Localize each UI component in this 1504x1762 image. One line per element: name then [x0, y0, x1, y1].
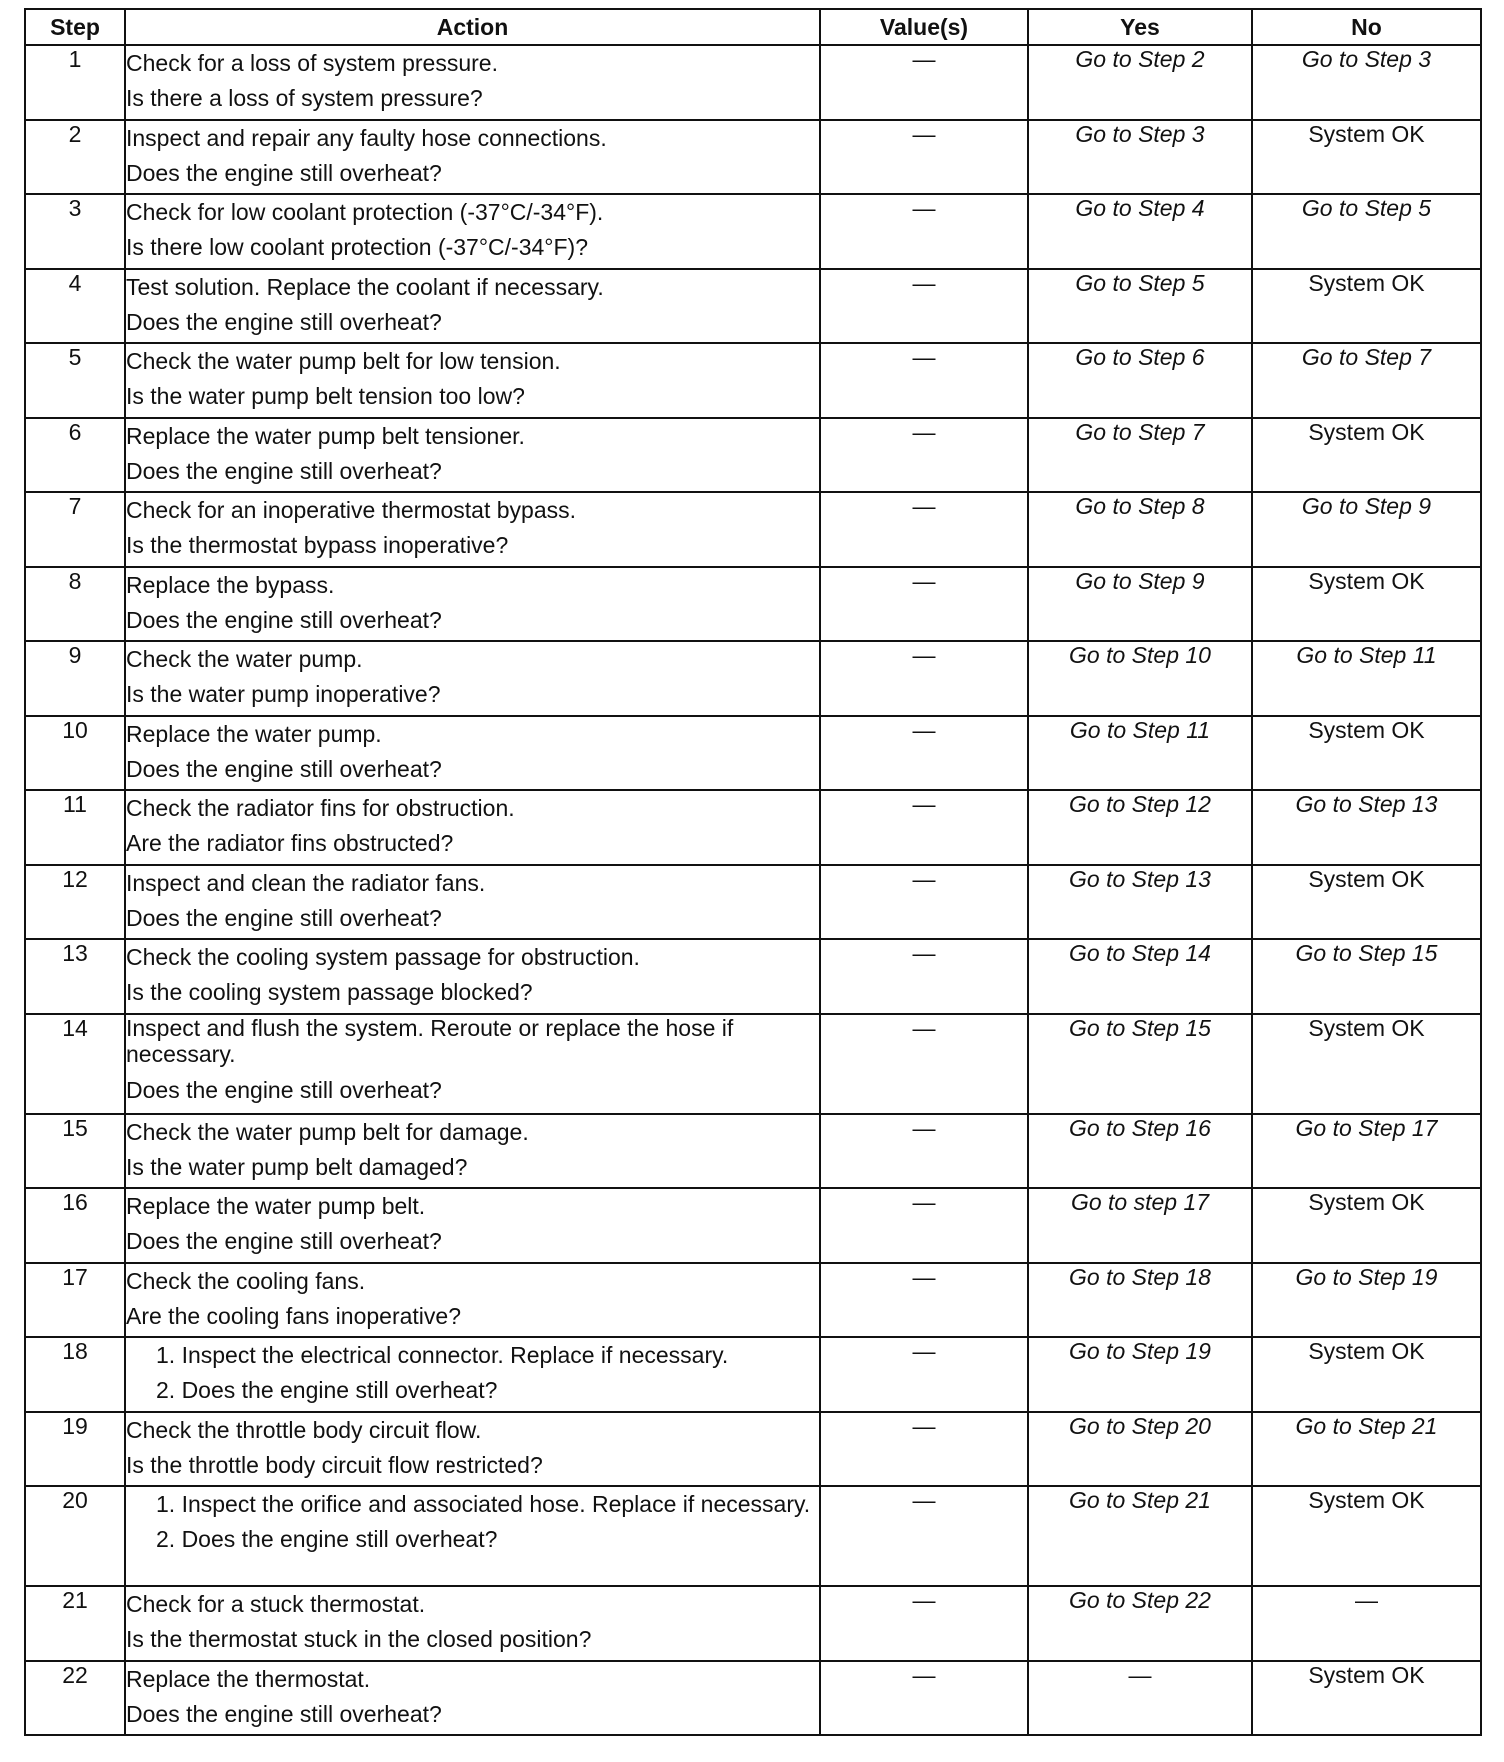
action-instruction: Replace the bypass. [126, 571, 335, 598]
table-row [25, 1412, 1481, 1487]
step-number: 13 [25, 939, 125, 1014]
yes-result: Go to Step 21 [1028, 1486, 1252, 1586]
table-row [25, 939, 1481, 1014]
action-question: Is the water pump belt damaged? [126, 1153, 468, 1180]
no-result: Go to Step 7 [1252, 343, 1481, 418]
step-number: 6 [25, 418, 125, 493]
yes-result: Go to Step 20 [1028, 1412, 1252, 1487]
table-row [25, 45, 1481, 120]
value-cell: — [820, 1188, 1028, 1263]
step-number: 8 [25, 567, 125, 642]
action-text [125, 45, 820, 120]
value-cell: — [820, 1263, 1028, 1338]
value-cell: — [820, 120, 1028, 195]
action-text [125, 716, 820, 791]
action-text [125, 641, 820, 716]
no-result: System OK [1252, 1337, 1481, 1412]
table-row [25, 641, 1481, 716]
table-row [25, 269, 1481, 344]
action-question: Are the cooling fans inoperative? [126, 1302, 461, 1329]
step-number: 20 [25, 1486, 125, 1586]
action-text [125, 1337, 820, 1412]
step-number: 11 [25, 790, 125, 865]
action-instruction: 1. Inspect the orifice and associated hose. Replace if necessary. [156, 1491, 811, 1517]
table-row [25, 1337, 1481, 1412]
value-cell: — [820, 1661, 1028, 1736]
action-instruction: Inspect and repair any faulty hose connections. [126, 124, 607, 151]
no-result: Go to Step 17 [1252, 1114, 1481, 1189]
step-number: 18 [25, 1337, 125, 1412]
action-question: Are the radiator fins obstructed? [126, 830, 454, 856]
action-question: Does the engine still overheat? [126, 457, 442, 484]
action-text [125, 120, 820, 195]
action-question: Does the engine still overheat? [126, 159, 442, 186]
value-cell: — [820, 1586, 1028, 1661]
step-number: 9 [25, 641, 125, 716]
table-row [25, 865, 1481, 940]
yes-result: Go to Step 6 [1028, 343, 1252, 418]
action-text [125, 1661, 820, 1736]
action-text [125, 1412, 820, 1487]
action-instruction: Check the throttle body circuit flow. [126, 1416, 482, 1443]
step-number: 1 [25, 45, 125, 120]
table-row [25, 790, 1481, 865]
action-question: Is the water pump belt tension too low? [126, 383, 525, 409]
yes-result: Go to Step 9 [1028, 567, 1252, 642]
action-instruction: Check the water pump belt for damage. [126, 1118, 529, 1145]
step-number: 21 [25, 1586, 125, 1661]
action-text [125, 939, 820, 1014]
no-result: System OK [1252, 1188, 1481, 1263]
step-number: 14 [25, 1014, 125, 1114]
action-question: Is there a loss of system pressure? [126, 85, 483, 111]
step-number: 17 [25, 1263, 125, 1338]
no-result: System OK [1252, 567, 1481, 642]
action-question: Does the engine still overheat? [126, 606, 442, 633]
step-number: 4 [25, 269, 125, 344]
action-text [125, 492, 820, 567]
no-result: Go to Step 9 [1252, 492, 1481, 567]
no-result: Go to Step 3 [1252, 45, 1481, 120]
yes-result: Go to Step 8 [1028, 492, 1252, 567]
yes-result: Go to Step 5 [1028, 269, 1252, 344]
table-row [25, 120, 1481, 195]
table-row [25, 1188, 1481, 1263]
yes-result: — [1028, 1661, 1252, 1736]
table-row [25, 194, 1481, 269]
yes-result: Go to Step 11 [1028, 716, 1252, 791]
yes-result: Go to Step 22 [1028, 1586, 1252, 1661]
yes-result: Go to Step 12 [1028, 790, 1252, 865]
table-row [25, 1661, 1481, 1736]
table-row [25, 1114, 1481, 1189]
action-instruction: Check the cooling fans. [126, 1267, 366, 1294]
step-number: 12 [25, 865, 125, 940]
no-result: System OK [1252, 269, 1481, 344]
header-yes: Yes [1028, 9, 1252, 45]
action-question: Is the thermostat stuck in the closed position? [126, 1626, 592, 1652]
no-result: System OK [1252, 120, 1481, 195]
no-result: System OK [1252, 865, 1481, 940]
value-cell: — [820, 1014, 1028, 1114]
value-cell: — [820, 567, 1028, 642]
no-result: — [1252, 1586, 1481, 1661]
yes-result: Go to Step 3 [1028, 120, 1252, 195]
no-result: System OK [1252, 1661, 1481, 1736]
header-value: Value(s) [820, 9, 1028, 45]
action-instruction: Check for a loss of system pressure. [126, 50, 498, 76]
yes-result: Go to Step 19 [1028, 1337, 1252, 1412]
step-number: 19 [25, 1412, 125, 1487]
action-text [125, 343, 820, 418]
step-number: 7 [25, 492, 125, 567]
step-number: 10 [25, 716, 125, 791]
yes-result: Go to Step 14 [1028, 939, 1252, 1014]
value-cell: — [820, 492, 1028, 567]
action-instruction: Replace the water pump belt tensioner. [126, 422, 525, 449]
yes-result: Go to Step 15 [1028, 1014, 1252, 1114]
action-instruction: Check the cooling system passage for obstruction. [126, 944, 640, 970]
action-question: Does the engine still overheat? [126, 904, 442, 931]
table-row [25, 418, 1481, 493]
diagnostic-table-container [24, 8, 1480, 1736]
yes-result: Go to Step 10 [1028, 641, 1252, 716]
step-number: 2 [25, 120, 125, 195]
header-action: Action [125, 9, 820, 45]
no-result: Go to Step 19 [1252, 1263, 1481, 1338]
value-cell: — [820, 1114, 1028, 1189]
action-text [125, 567, 820, 642]
action-question: Is there low coolant protection (-37°C/-34°F)? [126, 234, 588, 260]
no-result: Go to Step 11 [1252, 641, 1481, 716]
table-row [25, 1014, 1481, 1114]
table-row [25, 492, 1481, 567]
action-text [125, 1188, 820, 1263]
action-text [125, 790, 820, 865]
action-text [125, 865, 820, 940]
action-instruction: 1. Inspect the electrical connector. Replace if necessary. [156, 1342, 729, 1368]
value-cell: — [820, 194, 1028, 269]
table-row [25, 567, 1481, 642]
diagnostic-table [24, 8, 1482, 1736]
table-row [25, 716, 1481, 791]
no-result: Go to Step 15 [1252, 939, 1481, 1014]
value-cell: — [820, 865, 1028, 940]
action-text [125, 269, 820, 344]
action-instruction: Check the water pump. [126, 646, 363, 672]
action-instruction: Replace the water pump. [126, 720, 382, 747]
action-instruction: Inspect and clean the radiator fans. [126, 869, 486, 896]
yes-result: Go to Step 16 [1028, 1114, 1252, 1189]
step-number: 16 [25, 1188, 125, 1263]
action-question: Is the water pump inoperative? [126, 681, 441, 707]
action-text [125, 1263, 820, 1338]
step-number: 22 [25, 1661, 125, 1736]
action-instruction: Test solution. Replace the coolant if necessary. [126, 273, 604, 300]
yes-result: Go to Step 7 [1028, 418, 1252, 493]
action-question: Does the engine still overheat? [126, 1076, 442, 1103]
value-cell: — [820, 1412, 1028, 1487]
step-number: 5 [25, 343, 125, 418]
no-result: System OK [1252, 1014, 1481, 1114]
action-text [125, 1586, 820, 1661]
value-cell: — [820, 790, 1028, 865]
no-result: System OK [1252, 418, 1481, 493]
yes-result: Go to step 17 [1028, 1188, 1252, 1263]
action-question: 2. Does the engine still overheat? [156, 1377, 498, 1403]
value-cell: — [820, 716, 1028, 791]
table-row [25, 1486, 1481, 1586]
action-text [125, 418, 820, 493]
header-no: No [1252, 9, 1481, 45]
action-instruction: Inspect and flush the system. Reroute or replace the hose if necessary. [126, 1014, 734, 1067]
no-result: System OK [1252, 1486, 1481, 1586]
table-row [25, 343, 1481, 418]
action-text [125, 1114, 820, 1189]
action-text [125, 194, 820, 269]
action-instruction: Check for a stuck thermostat. [126, 1591, 426, 1617]
step-number: 15 [25, 1114, 125, 1189]
action-question: 2. Does the engine still overheat? [156, 1526, 498, 1552]
action-question: Is the thermostat bypass inoperative? [126, 532, 509, 558]
value-cell: — [820, 939, 1028, 1014]
header-step: Step [25, 9, 125, 45]
action-question: Is the cooling system passage blocked? [126, 979, 533, 1005]
yes-result: Go to Step 18 [1028, 1263, 1252, 1338]
header-row [25, 9, 1481, 45]
no-result: Go to Step 13 [1252, 790, 1481, 865]
no-result: Go to Step 5 [1252, 194, 1481, 269]
action-instruction: Replace the thermostat. [126, 1665, 371, 1692]
value-cell: — [820, 1486, 1028, 1586]
value-cell: — [820, 641, 1028, 716]
action-text [125, 1014, 820, 1114]
action-question: Does the engine still overheat? [126, 308, 442, 335]
step-number: 3 [25, 194, 125, 269]
action-text [125, 1486, 820, 1586]
yes-result: Go to Step 2 [1028, 45, 1252, 120]
yes-result: Go to Step 13 [1028, 865, 1252, 940]
action-question: Does the engine still overheat? [126, 755, 442, 782]
value-cell: — [820, 1337, 1028, 1412]
table-row [25, 1263, 1481, 1338]
value-cell: — [820, 343, 1028, 418]
value-cell: — [820, 45, 1028, 120]
action-instruction: Check the water pump belt for low tension. [126, 348, 561, 374]
action-question: Does the engine still overheat? [126, 1228, 442, 1254]
action-instruction: Check the radiator fins for obstruction. [126, 795, 515, 821]
table-row [25, 1586, 1481, 1661]
action-question: Is the throttle body circuit flow restricted? [126, 1451, 543, 1478]
yes-result: Go to Step 4 [1028, 194, 1252, 269]
action-instruction: Check for an inoperative thermostat bypass. [126, 497, 577, 523]
action-question: Does the engine still overheat? [126, 1700, 442, 1727]
value-cell: — [820, 269, 1028, 344]
no-result: Go to Step 21 [1252, 1412, 1481, 1487]
no-result: System OK [1252, 716, 1481, 791]
value-cell: — [820, 418, 1028, 493]
action-instruction: Replace the water pump belt. [126, 1193, 426, 1219]
action-instruction: Check for low coolant protection (-37°C/-34°F). [126, 199, 604, 225]
